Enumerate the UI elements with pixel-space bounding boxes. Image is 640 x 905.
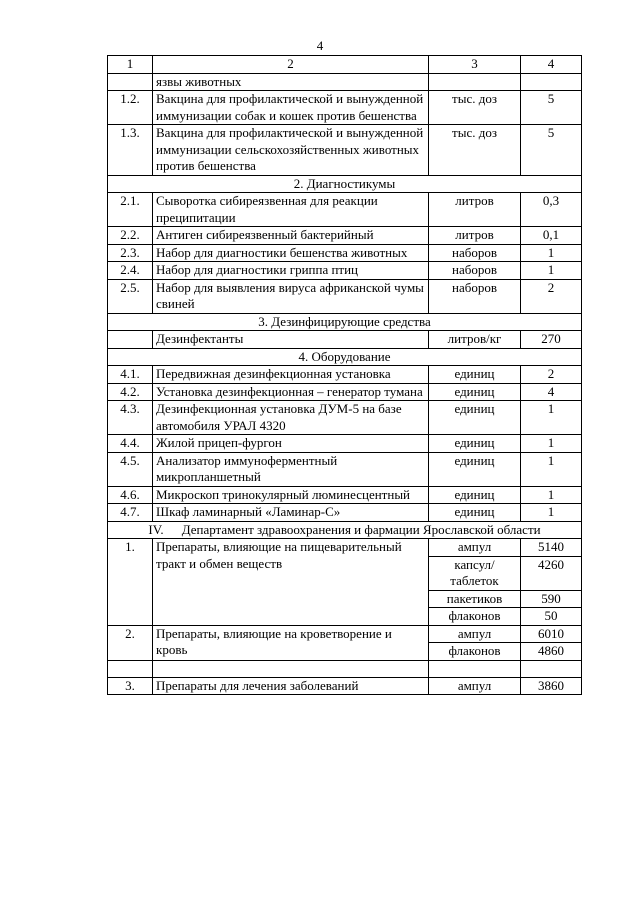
table-row [108, 279, 582, 313]
column-header-1: 1 [108, 56, 153, 74]
column-header-2: 2 [153, 56, 429, 74]
row-name: Препараты, влияющие на пищеварительный тракт и обмен веществ [153, 539, 429, 626]
column-header-3: 3 [429, 56, 521, 74]
row-number: 4.1. [108, 366, 153, 384]
row-name: Микроскоп тринокулярный люминесцентный [153, 486, 429, 504]
department-row [108, 521, 582, 539]
row-quantity: 1 [521, 486, 582, 504]
section-row [108, 313, 582, 331]
row-unit: единиц [429, 486, 521, 504]
row-name: Установка дезинфекционная – генератор тумана [153, 383, 429, 401]
row-quantity: 0,1 [521, 227, 582, 245]
row-unit: наборов [429, 262, 521, 280]
row-unit: литров [429, 193, 521, 227]
section-title: 4. Оборудование [108, 348, 582, 366]
row-quantity: 590 [521, 590, 582, 608]
row-number: 2.2. [108, 227, 153, 245]
row-quantity: 1 [521, 262, 582, 280]
row-unit: единиц [429, 504, 521, 522]
row-unit: единиц [429, 401, 521, 435]
row-name: Сыворотка сибиреязвенная для реакции преципитации [153, 193, 429, 227]
table-row [108, 125, 582, 176]
table-row [108, 227, 582, 245]
row-name: язвы животных [153, 73, 429, 91]
row-name: Препараты для лечения заболеваний [153, 677, 429, 695]
row-unit: ампул [429, 625, 521, 643]
section-title: 2. Диагностикумы [108, 175, 582, 193]
row-quantity: 2 [521, 279, 582, 313]
row-quantity: 5 [521, 125, 582, 176]
row-name: Препараты, влияющие на кроветворение и кровь [153, 625, 429, 660]
row-number: 3. [108, 677, 153, 695]
column-header-4: 4 [521, 56, 582, 74]
row-unit: флаконов [429, 608, 521, 626]
row-number: 2.3. [108, 244, 153, 262]
table-row [108, 625, 582, 643]
row-quantity: 3860 [521, 677, 582, 695]
row-unit: тыс. доз [429, 91, 521, 125]
section-row [108, 175, 582, 193]
section-row [108, 348, 582, 366]
row-unit: капсул/ таблеток [429, 556, 521, 590]
row-unit: флаконов [429, 643, 521, 661]
row-quantity: 1 [521, 452, 582, 486]
row-number: 2. [108, 625, 153, 660]
row-quantity: 5 [521, 91, 582, 125]
row-number [108, 331, 153, 349]
supply-table [107, 55, 582, 695]
row-unit [429, 73, 521, 91]
table-row [108, 193, 582, 227]
row-unit: ампул [429, 677, 521, 695]
row-unit: пакетиков [429, 590, 521, 608]
row-name: Анализатор иммуноферментный микропланшетный [153, 452, 429, 486]
row-quantity: 50 [521, 608, 582, 626]
row-name: Антиген сибиреязвенный бактерийный [153, 227, 429, 245]
column-header-row [108, 56, 582, 74]
row-number: 1.2. [108, 91, 153, 125]
table-row [108, 504, 582, 522]
row-quantity: 1 [521, 244, 582, 262]
row-name: Шкаф ламинарный «Ламинар-С» [153, 504, 429, 522]
row-number: 4.4. [108, 435, 153, 453]
table-row [108, 452, 582, 486]
row-unit: единиц [429, 452, 521, 486]
table-row [108, 73, 582, 91]
row-name: Вакцина для профилактической и вынужденной иммунизации сельскохозяйственных животных против бешенства [153, 125, 429, 176]
row-name: Жилой прицеп-фургон [153, 435, 429, 453]
table-row [108, 91, 582, 125]
row-number: 2.5. [108, 279, 153, 313]
row-quantity: 4 [521, 383, 582, 401]
spacer-cell [429, 660, 521, 677]
table-row [108, 366, 582, 384]
row-number: 4.5. [108, 452, 153, 486]
row-unit: литров/кг [429, 331, 521, 349]
table-row [108, 677, 582, 695]
section-title: 3. Дезинфицирующие средства [108, 313, 582, 331]
row-quantity: 1 [521, 435, 582, 453]
row-quantity: 0,3 [521, 193, 582, 227]
row-name: Набор для диагностики гриппа птиц [153, 262, 429, 280]
department-heading [108, 521, 582, 539]
table-row [108, 262, 582, 280]
row-number: 1. [108, 539, 153, 626]
row-quantity: 270 [521, 331, 582, 349]
row-unit: единиц [429, 435, 521, 453]
row-quantity: 6010 [521, 625, 582, 643]
row-number: 4.7. [108, 504, 153, 522]
row-quantity: 4860 [521, 643, 582, 661]
row-unit: ампул [429, 539, 521, 557]
row-number: 4.2. [108, 383, 153, 401]
spacer-cell [108, 660, 153, 677]
row-number: 1.3. [108, 125, 153, 176]
spacer-cell [521, 660, 582, 677]
table-row [108, 244, 582, 262]
row-name: Вакцина для профилактической и вынужденной иммунизации собак и кошек против бешенства [153, 91, 429, 125]
department-title: Департамент здравоохранения и фармации Ярославской области [181, 521, 541, 537]
table-row [108, 331, 582, 349]
row-name: Набор для диагностики бешенства животных [153, 244, 429, 262]
department-number: IV. [148, 521, 164, 537]
row-unit: наборов [429, 279, 521, 313]
page-number: 4 [316, 38, 324, 53]
row-number: 2.4. [108, 262, 153, 280]
table-row [108, 401, 582, 435]
row-unit: тыс. доз [429, 125, 521, 176]
row-quantity: 1 [521, 504, 582, 522]
row-number [108, 73, 153, 91]
row-unit: литров [429, 227, 521, 245]
row-number: 2.1. [108, 193, 153, 227]
row-name: Дезинфекционная установка ДУМ-5 на базе автомобиля УРАЛ 4320 [153, 401, 429, 435]
row-name: Набор для выявления вируса африканской чумы свиней [153, 279, 429, 313]
row-quantity: 1 [521, 401, 582, 435]
row-unit: единиц [429, 366, 521, 384]
row-quantity: 4260 [521, 556, 582, 590]
table-row [108, 383, 582, 401]
spacer-row [108, 660, 582, 677]
table-row [108, 435, 582, 453]
row-name: Передвижная дезинфекционная установка [153, 366, 429, 384]
row-unit: единиц [429, 383, 521, 401]
table-row [108, 539, 582, 557]
row-quantity: 5140 [521, 539, 582, 557]
table-row [108, 486, 582, 504]
row-unit: наборов [429, 244, 521, 262]
row-quantity [521, 73, 582, 91]
row-number: 4.6. [108, 486, 153, 504]
row-quantity: 2 [521, 366, 582, 384]
spacer-cell [153, 660, 429, 677]
row-name: Дезинфектанты [153, 331, 429, 349]
row-number: 4.3. [108, 401, 153, 435]
